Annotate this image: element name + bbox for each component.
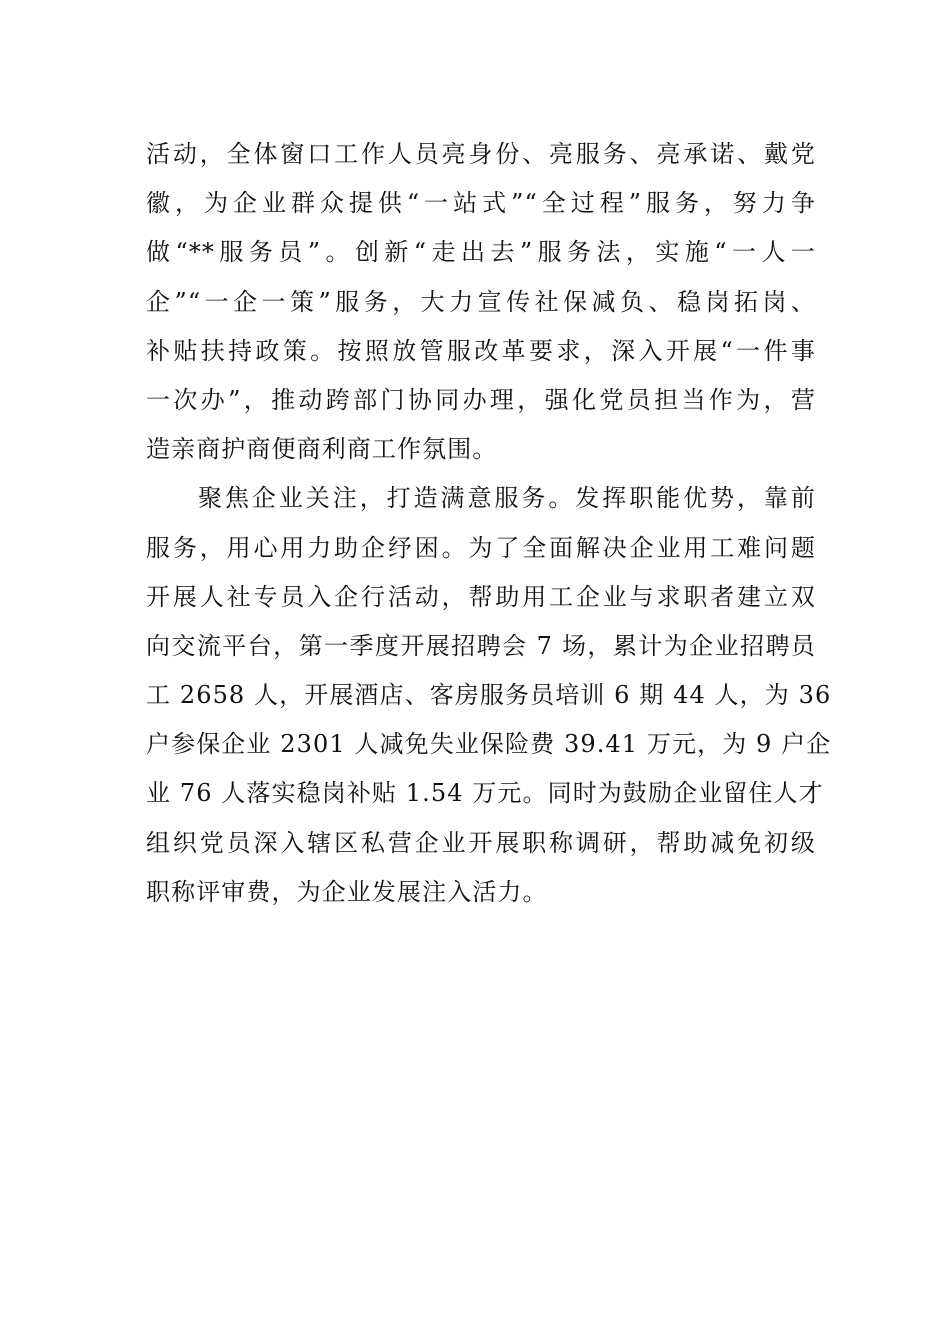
text-line: 徽，为企业群众提供“一站式”“全过程”服务，努力争 xyxy=(146,189,816,218)
text-line: 造亲商护商便商利商工作氛围。 xyxy=(146,435,498,464)
text-line: 工 2658 人，开展酒店、客房服务员培训 6 期 44 人，为 36 xyxy=(146,681,832,710)
text-line: 业 76 人落实稳岗补贴 1.54 万元。同时为鼓励企业留住人才 xyxy=(146,779,824,808)
text-line: 补贴扶持政策。按照放管服改革要求，深入开展“一件事 xyxy=(146,336,816,365)
text-line: 向交流平台，第一季度开展招聘会 7 场，累计为企业招聘员 xyxy=(146,631,816,660)
text-line: 组织党员深入辖区私营企业开展职称调研，帮助减免初级 xyxy=(146,828,816,857)
text-line: 开展人社专员入企行活动，帮助用工企业与求职者建立双 xyxy=(146,582,816,611)
text-line: 聚焦企业关注，打造满意服务。发挥职能优势，靠前 xyxy=(198,484,816,513)
paragraph xyxy=(146,474,832,917)
text-line: 一次办”，推动跨部门协同办理，强化党员担当作为，营 xyxy=(146,385,816,414)
text-line: 活动，全体窗口工作人员亮身份、亮服务、亮承诺、戴党 xyxy=(146,140,816,168)
text-line: 服务，用心用力助企纾困。为了全面解决企业用工难问题 xyxy=(146,533,816,562)
document-body xyxy=(146,130,832,917)
text-line: 职称评审费，为企业发展注入活力。 xyxy=(146,877,548,906)
text-line: 企”“一企一策”服务，大力宣传社保减负、稳岗拓岗、 xyxy=(146,287,816,316)
text-line: 户参保企业 2301 人减免失业保险费 39.41 万元，为 9 户企 xyxy=(146,730,832,759)
text-line: 做“**服务员”。创新“走出去”服务法，实施“一人一 xyxy=(146,238,816,267)
paragraph xyxy=(146,130,816,474)
